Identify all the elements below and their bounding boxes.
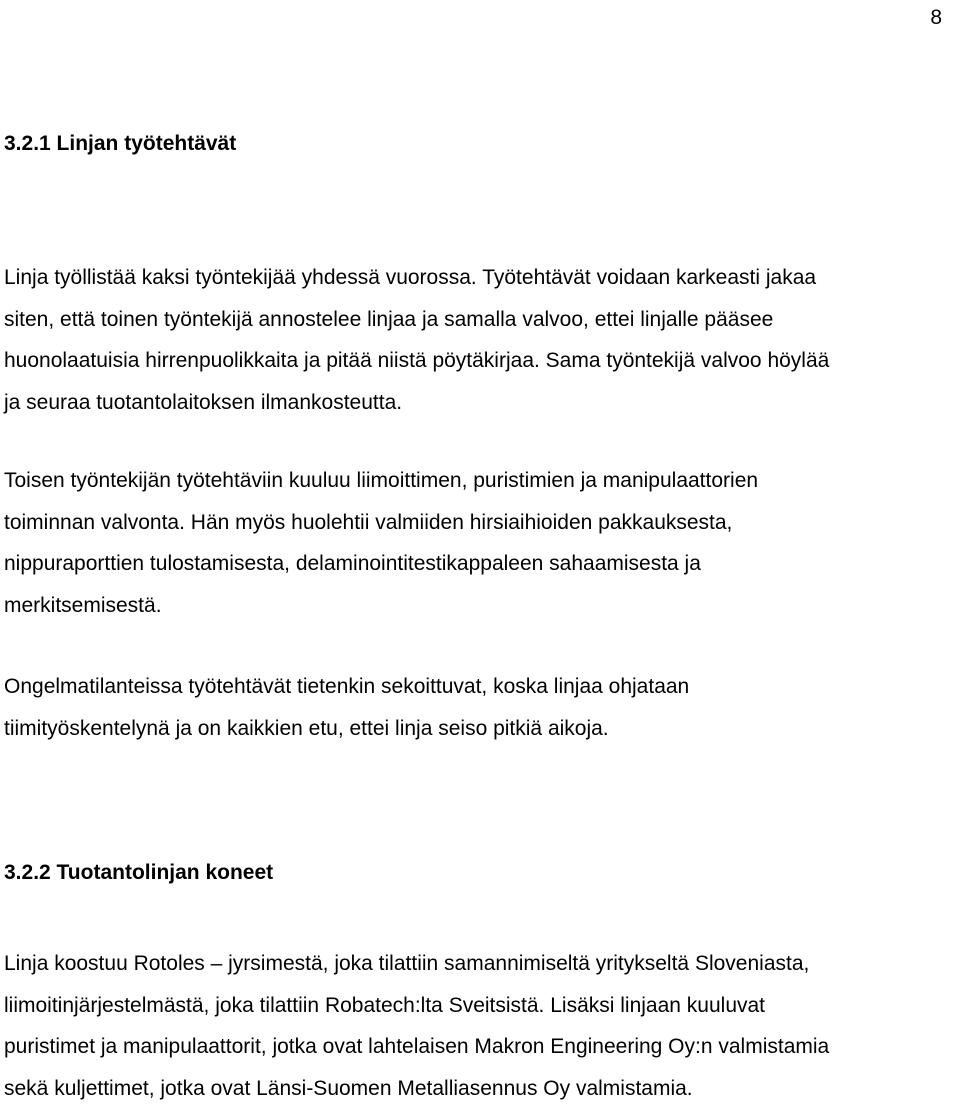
paragraph-problem-situations	[4, 666, 954, 749]
text-line: Linja työllistää kaksi työntekijää yhdessä vuorossa. Työtehtävät voidaan karkeasti jakaa	[4, 266, 817, 289]
text-line: ja seuraa tuotantolaitoksen ilmankosteutta.	[4, 390, 403, 414]
text-line: Ongelmatilanteissa työtehtävät tietenkin sekoittuvat, koska linjaa ohjataan	[4, 675, 690, 698]
page-number: 8	[930, 6, 942, 29]
text-line: sekä kuljettimet, jotka ovat Länsi-Suomen Metalliasennus Oy valmistamia.	[4, 1076, 693, 1100]
text-line: toiminnan valvonta. Hän myös huolehtii valmiiden hirsiaihioiden pakkauksesta,	[4, 510, 733, 534]
text-line: tiimityöskentelynä ja on kaikkien etu, ettei linja seiso pitkiä aikoja.	[4, 716, 609, 740]
text-line: puristimet ja manipulaattorit, jotka ovat lahtelaisen Makron Engineering Oy:n valmistamia	[4, 1035, 830, 1059]
text-line: huonolaatuisia hirrenpuolikkaita ja pitää niistä pöytäkirjaa. Sama työntekijä valvoo höylää	[4, 349, 830, 373]
text-line: merkitsemisestä.	[4, 593, 162, 617]
paragraph-line-machines	[4, 943, 954, 1109]
section-heading-3-2-2: 3.2.2 Tuotantolinjan koneet	[4, 861, 274, 884]
text-line: Toisen työntekijän työtehtäviin kuuluu liimoittimen, puristimien ja manipulaattorien	[4, 469, 759, 492]
text-line: siten, että toinen työntekijä annostelee linjaa ja samalla valvoo, ettei linjalle pääsee	[4, 307, 774, 331]
paragraph-line-workers	[4, 257, 954, 423]
text-line: nippuraporttien tulostamisesta, delaminointitestikappaleen sahaamisesta ja	[4, 552, 701, 576]
text-line: Linja koostuu Rotoles – jyrsimestä, joka tilattiin samannimiseltä yritykseltä Sloveniasta,	[4, 952, 810, 975]
section-heading-3-2-1: 3.2.1 Linjan työtehtävät	[4, 132, 237, 155]
text-line: liimoitinjärjestelmästä, joka tilattiin Robatech:lta Sveitsistä. Lisäksi linjaan kuuluvat	[4, 993, 766, 1017]
paragraph-second-worker	[4, 460, 954, 626]
